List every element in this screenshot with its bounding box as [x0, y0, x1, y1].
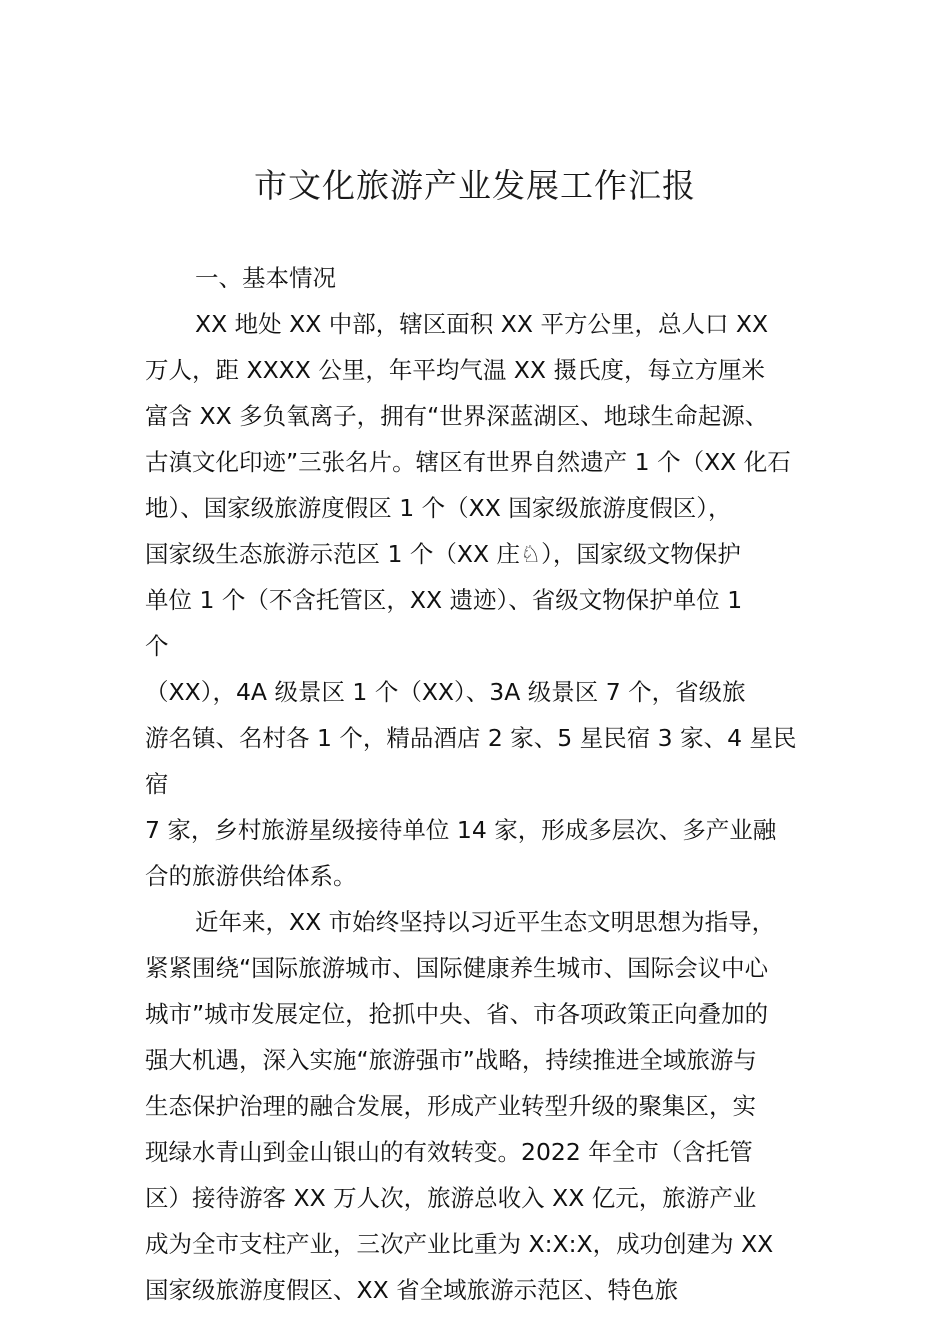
- paragraph-line: 游名镇、名村各 1 个，精品酒店 2 家、5 星民宿 3 家、4 星民: [145, 724, 797, 752]
- paragraph-line: 地）、国家级旅游度假区 1 个（XX 国家级旅游度假区），: [145, 494, 732, 522]
- paragraph-line: 强大机遇，深入实施“旅游强市”战略，持续推进全域旅游与: [145, 1046, 757, 1074]
- paragraph-line: 7 家，乡村旅游星级接待单位 14 家，形成多层次、多产业融: [145, 816, 777, 844]
- paragraph-line: 成为全市支柱产业，三次产业比重为 X:X:X，成功创建为 XX: [145, 1230, 774, 1258]
- paragraph-line: 单位 1 个（不含托管区，XX 遗迹）、省级文物保护单位 1: [145, 586, 743, 614]
- paragraph-line: 个: [145, 632, 169, 660]
- paragraph-line: 富含 XX 多负氧离子，拥有“世界深蓝湖区、地球生命起源、: [145, 402, 769, 430]
- paragraph-line: 生态保护治理的融合发展，形成产业转型升级的聚集区，实: [145, 1092, 756, 1120]
- paragraph-line: 合的旅游供给体系。: [145, 862, 357, 890]
- paragraph-line: 现绿水青山到金山银山的有效转变。2022 年全市（含托管: [145, 1138, 753, 1166]
- paragraph-line: 古滇文化印迹”三张名片。辖区有世界自然遗产 1 个（XX 化石: [145, 448, 791, 476]
- paragraph-line: （XX），4A 级景区 1 个（XX）、3A 级景区 7 个，省级旅: [145, 678, 746, 706]
- document-title: 市文化旅游产业发展工作汇报: [254, 166, 696, 205]
- document-body: [145, 255, 825, 1313]
- paragraph-line: 城市”城市发展定位，抢抓中央、省、市各项政策正向叠加的: [145, 1000, 769, 1028]
- paragraph-line: XX 地处 XX 中部，辖区面积 XX 平方公里，总人口 XX: [195, 310, 769, 338]
- paragraph-line: 国家级旅游度假区、XX 省全域旅游示范区、特色旅: [145, 1276, 679, 1304]
- paragraph-line: 近年来，XX 市始终坚持以习近平生态文明思想为指导，: [195, 908, 776, 936]
- paragraph-line: 紧紧围绕“国际旅游城市、国际健康养生城市、国际会议中心: [145, 954, 769, 982]
- paragraph-line: 区）接待游客 XX 万人次，旅游总收入 XX 亿元，旅游产业: [145, 1184, 757, 1212]
- section-heading: 一、基本情况: [195, 264, 336, 292]
- paragraph-line: 国家级生态旅游示范区 1 个（XX 庄♘），国家级文物保护: [145, 540, 741, 568]
- paragraph-line: 万人，距 XXXX 公里，年平均气温 XX 摄氏度，每立方厘米: [145, 356, 765, 384]
- paragraph-line: 宿: [145, 770, 169, 798]
